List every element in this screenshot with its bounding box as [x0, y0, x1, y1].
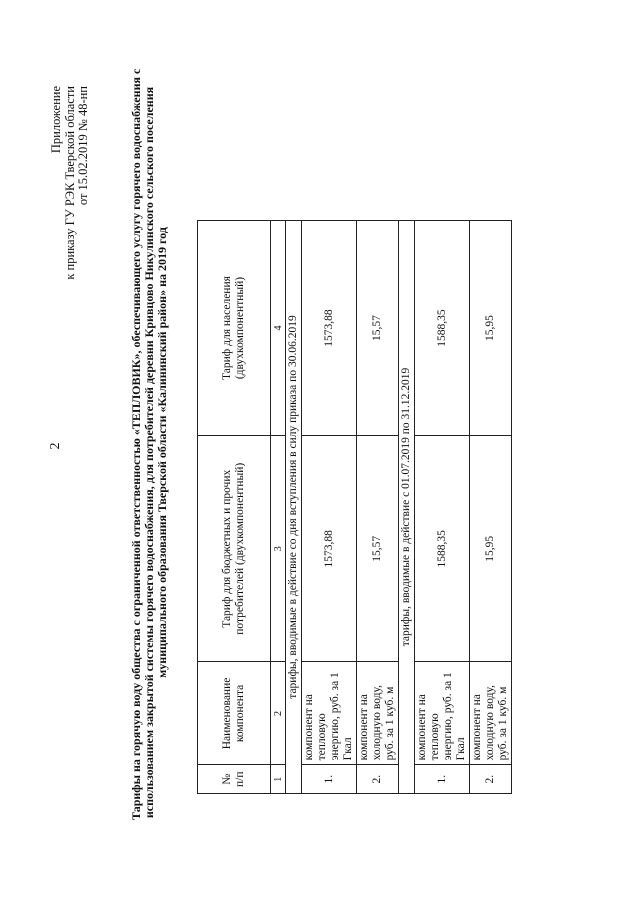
- table-row: [302, 221, 357, 794]
- title-line-1: Тарифы на горячую воду общества с ограниченной ответственностью «ТЕПЛОВИК», обеспечивающего услугу горячего водоснабжения с: [129, 68, 143, 820]
- page-number: 2: [48, 442, 63, 450]
- period-row: [286, 221, 302, 794]
- period-label: тарифы, вводимые в действие со дня вступления в силу приказа по 30.06.2019: [286, 221, 302, 794]
- row-population: 1573,88: [302, 221, 357, 436]
- row-num: 2.: [357, 765, 399, 794]
- table-header-row: [198, 221, 271, 794]
- col-index-1: 1: [271, 765, 286, 794]
- row-population: 1588,35: [415, 221, 470, 436]
- row-name: компонент на тепловую энергию, руб. за 1 Гкал: [415, 662, 470, 765]
- row-budget: 1588,35: [415, 436, 470, 662]
- row-population: 15,95: [470, 221, 512, 436]
- document-title: [129, 68, 169, 820]
- period-row: [399, 221, 415, 794]
- row-num: 1.: [302, 765, 357, 794]
- row-budget: 15,57: [357, 436, 399, 662]
- appendix-line-3: от 15.02.2019 № 48-нп: [76, 86, 90, 206]
- row-name: компонент на холодную воду, руб. за 1 куб. м: [470, 662, 512, 765]
- col-index-2: 2: [271, 662, 286, 765]
- table-row: [415, 221, 470, 794]
- table-row: [357, 221, 399, 794]
- row-num: 1.: [415, 765, 470, 794]
- row-num: 2.: [470, 765, 512, 794]
- row-name: компонент на холодную воду, руб. за 1 куб. м: [357, 662, 399, 765]
- header-budget: Тариф для бюджетных и прочих потребителей (двухкомпонентный): [198, 436, 271, 662]
- header-name: Наименование компонента: [198, 662, 271, 765]
- header-num: № п/п: [198, 765, 271, 794]
- row-budget: 15,95: [470, 436, 512, 662]
- tariff-table: [197, 220, 512, 794]
- col-index-3: 3: [271, 436, 286, 662]
- title-line-3: муниципального образования Тверской области «Калининский район» на 2019 год: [155, 227, 169, 678]
- header-population: Тариф для населения (двухкомпонентный): [198, 221, 271, 436]
- appendix-line-2: к приказу ГУ РЭК Тверской области: [62, 86, 77, 280]
- table-row: [470, 221, 512, 794]
- appendix-line-1: Приложение: [49, 86, 63, 154]
- row-budget: 1573,88: [302, 436, 357, 662]
- column-index-row: [271, 221, 286, 794]
- row-name: компонент на тепловую энергию, руб. за 1 Гкал: [302, 662, 357, 765]
- col-index-4: 4: [271, 221, 286, 436]
- appendix-reference: [50, 86, 91, 366]
- title-line-2: использованием закрытой системы горячего водоснабжения, для потребителей деревни Кривцово Никулинского сельского поселения: [142, 86, 156, 819]
- period-label: тарифы, вводимые в действие с 01.07.2019 по 31.12.2019: [399, 221, 415, 794]
- row-population: 15,57: [357, 221, 399, 436]
